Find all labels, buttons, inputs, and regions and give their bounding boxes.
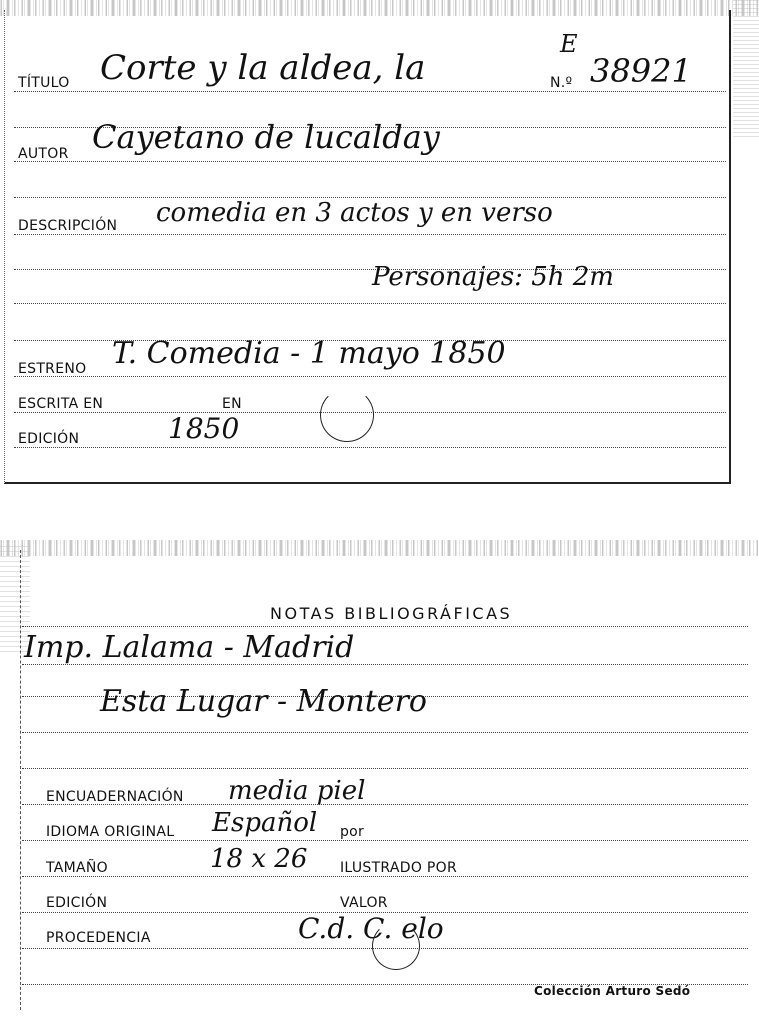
label-valor: VALOR xyxy=(340,895,388,911)
label-numero: N.º xyxy=(550,75,573,91)
label-escrita-en: ESCRITA EN xyxy=(18,396,104,412)
note-line-2: Esta Lugar - Montero xyxy=(100,684,427,719)
label-edicion: EDICIÓN xyxy=(18,431,80,447)
ruled-line xyxy=(14,269,726,270)
value-autor: Cayetano de lucalday xyxy=(92,118,440,156)
ruled-line xyxy=(14,376,726,377)
label-titulo: TÍTULO xyxy=(18,75,70,91)
notes-heading: NOTAS BIBLIOGRÁFICAS xyxy=(270,604,513,623)
note-line-1: Imp. Lalama - Madrid xyxy=(24,630,355,665)
stamp-mark xyxy=(372,922,420,970)
value-descripcion: comedia en 3 actos y en verso xyxy=(156,198,553,228)
label-en: EN xyxy=(222,396,242,412)
value-procedencia: C.d. C. elo xyxy=(298,912,444,945)
value-estreno: T. Comedia - 1 mayo 1850 xyxy=(112,336,506,371)
ruled-line xyxy=(22,626,748,627)
scan-speckle xyxy=(733,0,759,140)
label-edicion: EDICIÓN xyxy=(46,895,108,911)
ruled-line xyxy=(22,732,748,733)
label-encuadernacion: ENCUADERNACIÓN xyxy=(46,789,184,805)
value-personajes: Personajes: 5h 2m xyxy=(372,262,614,292)
stamp-mark xyxy=(320,388,374,442)
value-numero-prefix: E xyxy=(560,30,578,58)
label-procedencia: PROCEDENCIA xyxy=(46,930,151,946)
value-tamano: 18 x 26 xyxy=(210,844,308,874)
label-autor: AUTOR xyxy=(18,146,69,162)
value-edicion: 1850 xyxy=(168,412,240,445)
label-estreno: ESTRENO xyxy=(18,361,87,377)
value-numero: 38921 xyxy=(590,52,692,90)
catalog-card-back xyxy=(0,538,759,1028)
label-tamano: TAMAÑO xyxy=(46,860,108,876)
label-idioma: IDIOMA ORIGINAL xyxy=(46,824,175,840)
value-idioma: Español xyxy=(212,808,318,838)
label-por: por xyxy=(340,824,365,840)
ruled-line xyxy=(22,876,748,877)
value-titulo: Corte y la aldea, la xyxy=(100,48,426,88)
label-descripcion: DESCRIPCIÓN xyxy=(18,218,118,234)
ruled-line xyxy=(14,161,726,162)
ruled-line xyxy=(14,91,726,92)
value-encuadernacion: media piel xyxy=(228,776,366,806)
catalog-card-front xyxy=(0,0,759,490)
label-ilustrado: ILUSTRADO POR xyxy=(340,860,457,876)
ruled-line xyxy=(14,447,726,448)
collection-credit: Colección Arturo Sedó xyxy=(534,984,691,998)
ruled-line xyxy=(22,768,748,769)
ruled-line xyxy=(14,303,726,304)
ruled-line xyxy=(22,840,748,841)
ruled-line xyxy=(14,234,726,235)
